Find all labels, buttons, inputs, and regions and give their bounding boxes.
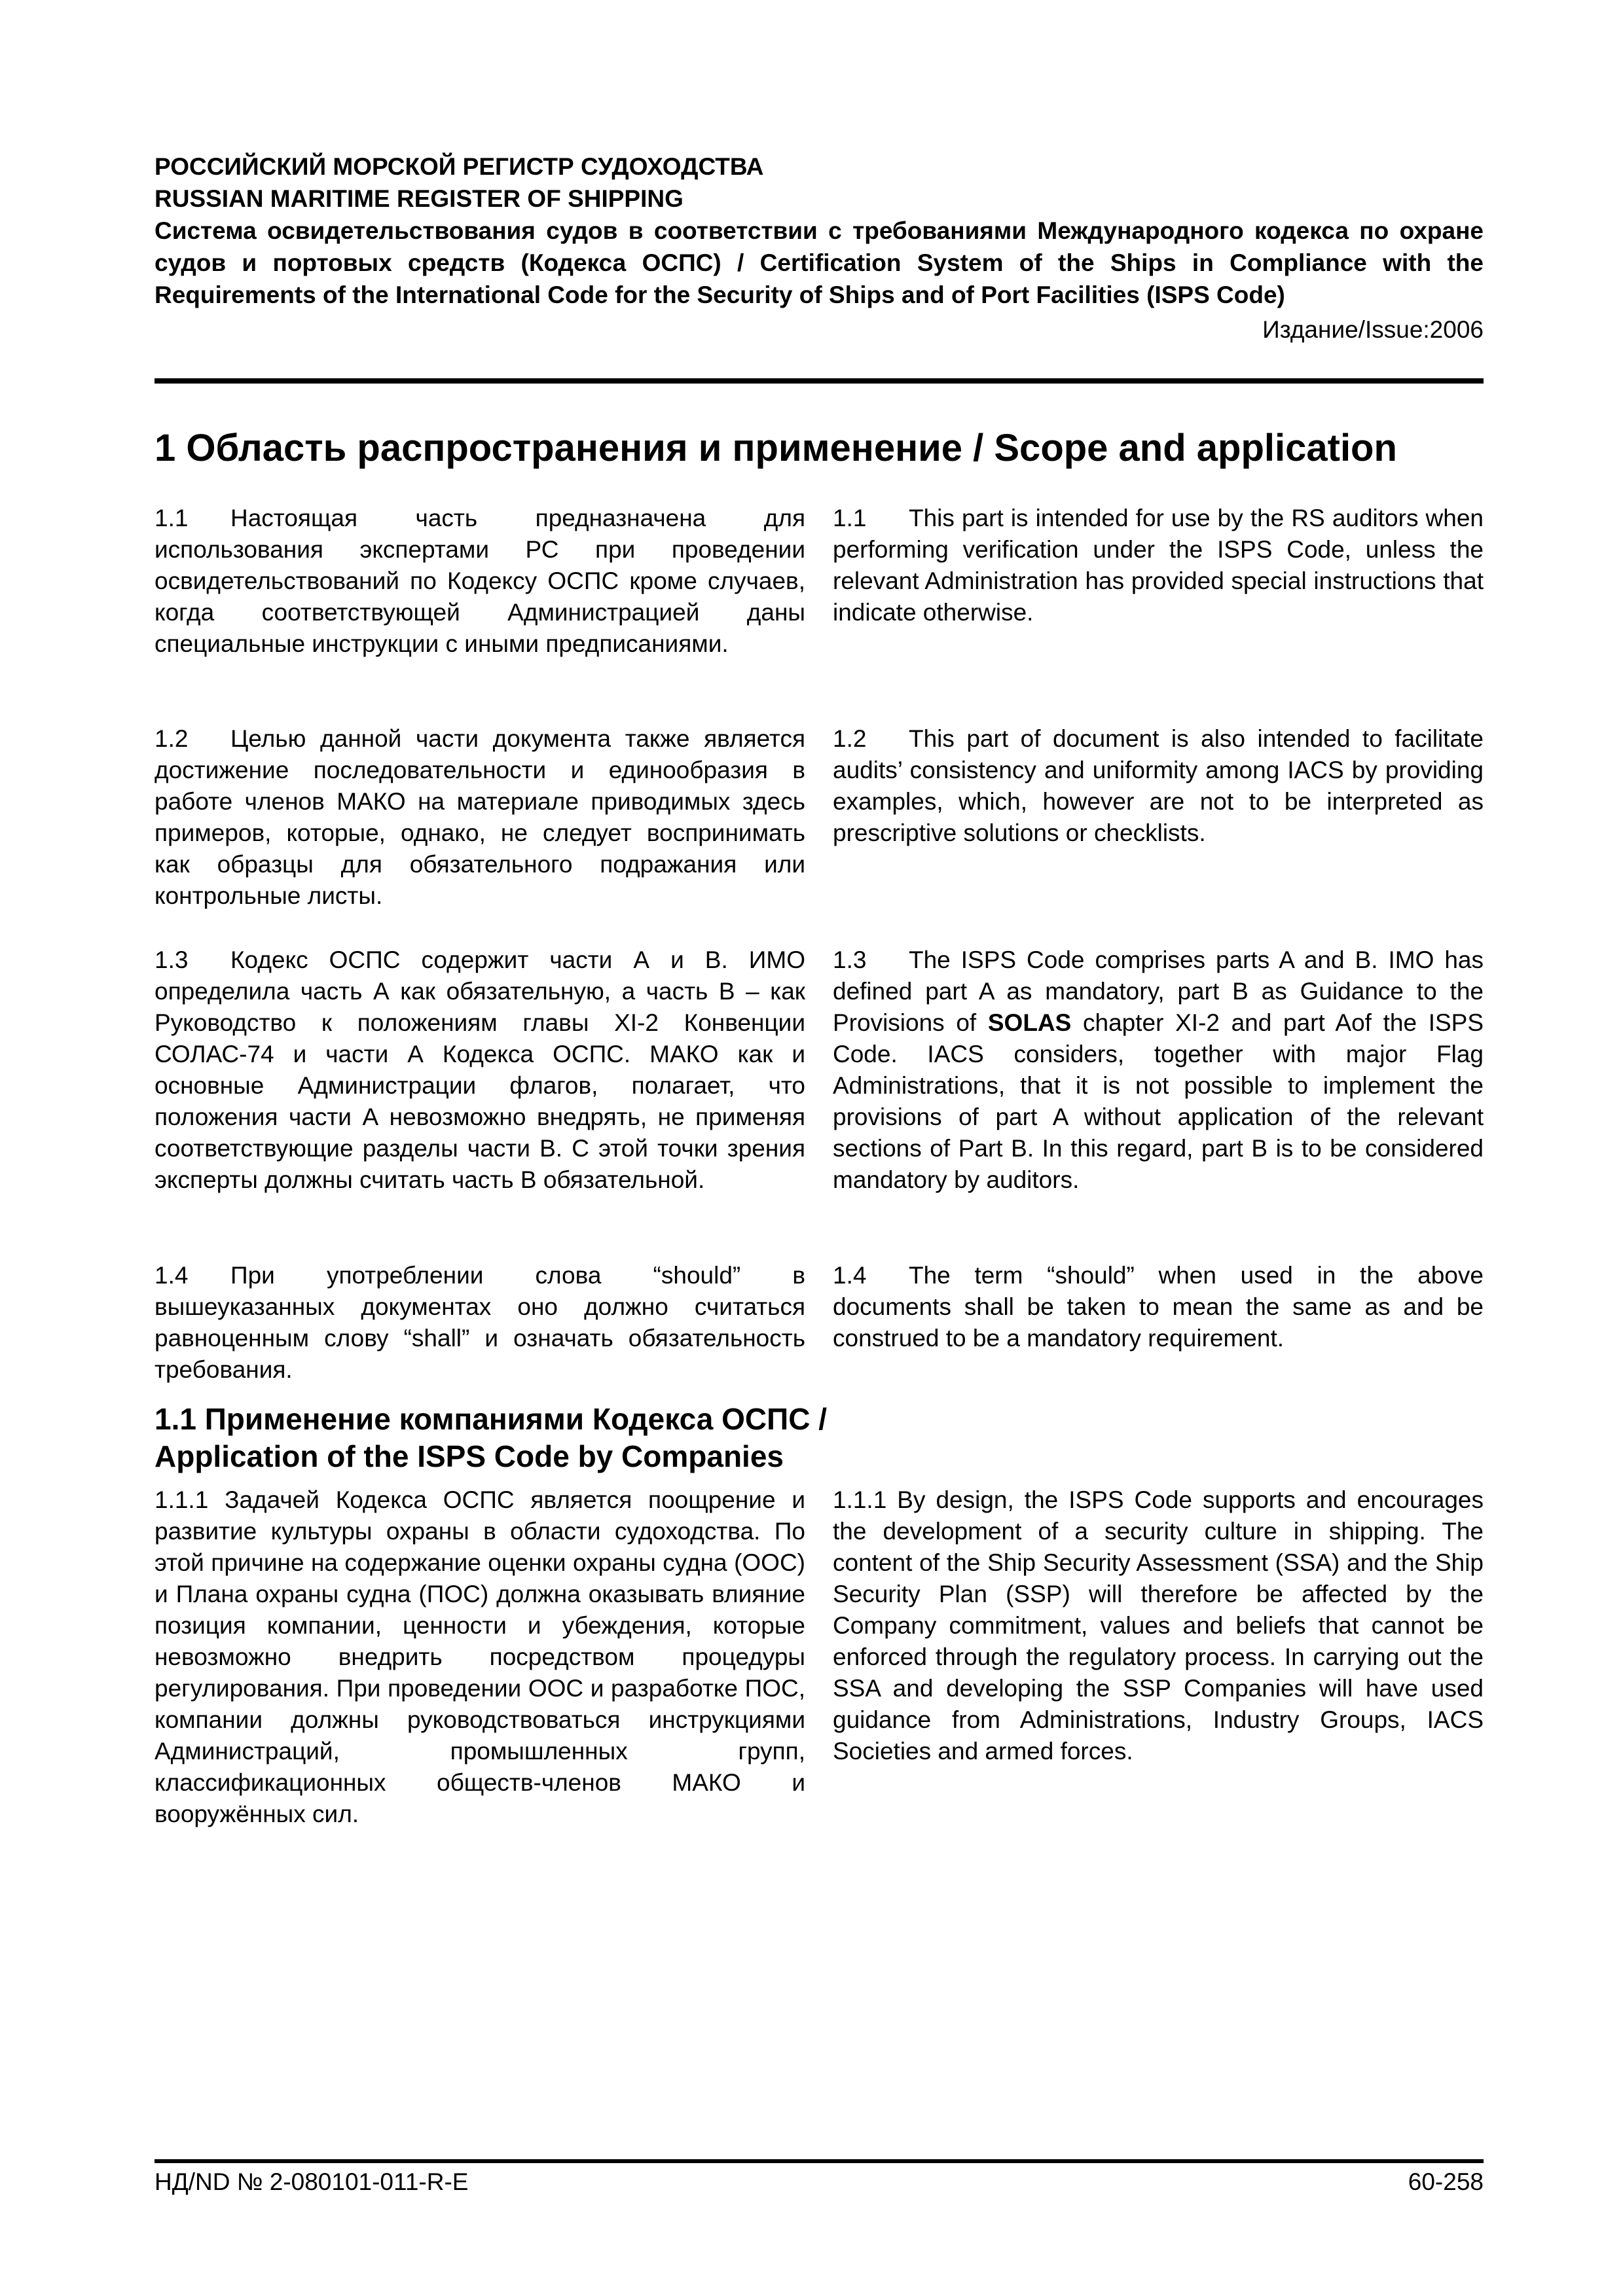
paragraph-ru [155,723,805,912]
org-name-ru: РОССИЙСКИЙ МОРСКОЙ РЕГИСТР СУДОХОДСТВА [155,153,764,180]
system-title: Система освидетельствования судов в соответствии с требованиями Международного кодекса по охране судов и портовых средств (Кодекса ОСПС) / Certification System of the Ships in Compliance with the Requirements of the International Code for the Security of Ships and of Port Facilities (ISPS Code) [155,217,1484,308]
paragraph-number: 1.3 [155,946,189,973]
paragraph-row-1-1-1 [155,1484,1484,1830]
paragraph-text: This part of document is also intended to facilitate audits’ consistency and uniformity among IACS by providing examples, which, however are not to be interpreted as prescriptive solutions or checklists. [833,725,1484,846]
solas-term: SOLAS [987,1009,1072,1036]
section-1-1-title [155,1401,827,1475]
document-number: НД/ND № 2-080101-011-R-E [155,2168,469,2195]
paragraph-en [833,944,1484,1196]
paragraph-ru [155,503,805,660]
paragraph-text: The term “should” when used in the above documents shall be taken to mean the same as and be construed to be a mandatory requirement. [833,1262,1484,1352]
page-number: 60-258 [1408,2168,1484,2195]
paragraph-row-1-2 [155,723,1484,912]
page-header [155,151,1484,346]
paragraph-row-1-3 [155,944,1484,1196]
section-1-title: 1 Область распространения и применение / Scope and application [155,427,1397,469]
paragraph-en [833,1484,1484,1830]
paragraph-number: 1.2 [833,725,867,752]
paragraph-ru [155,944,805,1196]
paragraph-number: 1.1.1 [833,1486,887,1513]
paragraph-number: 1.1 [833,505,867,531]
paragraph-row-1-4 [155,1260,1484,1386]
paragraph-en [833,1260,1484,1386]
section-1-1-title-ru: 1.1 Применение компаниями Кодекса ОСПС / [155,1402,827,1436]
paragraph-text: By design, the ISPS Code supports and encourages the development of a security culture in shipping. The content of the Ship Security Assessment (SSA) and the Ship Security Plan (SSP) will therefore be affected by the Company commitment, values and beliefs that cannot be enforced through the regulatory process. In carrying out the SSA and developing the SSP Companies will have used guidance from Administrations, Industry Groups, IACS Societies and armed forces. [833,1486,1484,1765]
paragraph-text: При употреблении слова “should” в вышеуказанных документах оно должно считаться равноценным слову “shall” и означать обязательность требования. [155,1262,805,1383]
paragraph-text: Настоящая часть предназначена для использования экспертами РС при проведении освидетельствований по Кодексу ОСПС кроме случаев, когда соответствующей Администрацией даны специальные инструкции с иными предписаниями. [155,505,805,657]
paragraph-number: 1.4 [833,1262,867,1289]
paragraph-number: 1.3 [833,946,867,973]
org-name-en: RUSSIAN MARITIME REGISTER OF SHIPPING [155,185,684,212]
paragraph-text: Кодекс ОСПС содержит части А и В. ИМО определила часть А как обязательную, а часть В – как Руководство к положениям главы XI-2 Конвенции СОЛАС-74 и части А Кодекса ОСПС. МАКО как и основные Администрации флагов, полагает, что положения части А невозможно внедрять, не применяя соответствующие разделы части В. С этой точки зрения эксперты должны считать часть В обязательной. [155,946,805,1193]
paragraph-row-1-1 [155,503,1484,660]
paragraph-en [833,503,1484,660]
paragraph-number: 1.1.1 [155,1486,209,1513]
section-1-1-title-en: Application of the ISPS Code by Companies [155,1439,784,1473]
paragraph-number: 1.4 [155,1262,189,1289]
page-footer [155,2166,1484,2198]
paragraph-number: 1.1 [155,505,189,531]
paragraph-ru [155,1484,805,1830]
paragraph-number: 1.2 [155,725,189,752]
paragraph-text: Целью данной части документа также является достижение последовательности и единообразия в работе членов МАКО на материале приводимых здесь примеров, которые, однако, не следует воспринимать как образцы для обязательного подражания или контрольные листы. [155,725,805,909]
issue-label: Издание/Issue:2006 [1262,316,1484,343]
paragraph-text: This part is intended for use by the RS auditors when performing verification under the ISPS Code, unless the relevant Administration has provided special instructions that indicate otherwise. [833,505,1484,626]
footer-divider [155,2159,1484,2163]
paragraph-text: The ISPS Code comprises parts A and B. IMO has defined part A as mandatory, part B as Guidance to the Provisions of [833,946,1484,1036]
header-divider [155,378,1484,384]
paragraph-en [833,723,1484,912]
paragraph-ru [155,1260,805,1386]
paragraph-text: chapter XI-2 and part Aof the ISPS Code. IACS considers, together with major Flag Administrations, that it is not possible to implement the provisions of part A without application of the relevant sections of Part B. In this regard, part B is to be considered mandatory by auditors. [833,1009,1484,1193]
paragraph-text: Задачей Кодекса ОСПС является поощрение и развитие культуры охраны в области судоходства. По этой причине на содержание оценки охраны судна (ООС) и Плана охраны судна (ПОС) должна оказывать влияние позиция компании, ценности и убеждения, которые невозможно внедрить посредством процедуры регулирования. При проведении ООС и разработке ПОС, компании должны руководствоваться инструкциями Администраций, промышленных групп, классификационных обществ-членов МАКО и вооружённых сил. [155,1486,806,1827]
